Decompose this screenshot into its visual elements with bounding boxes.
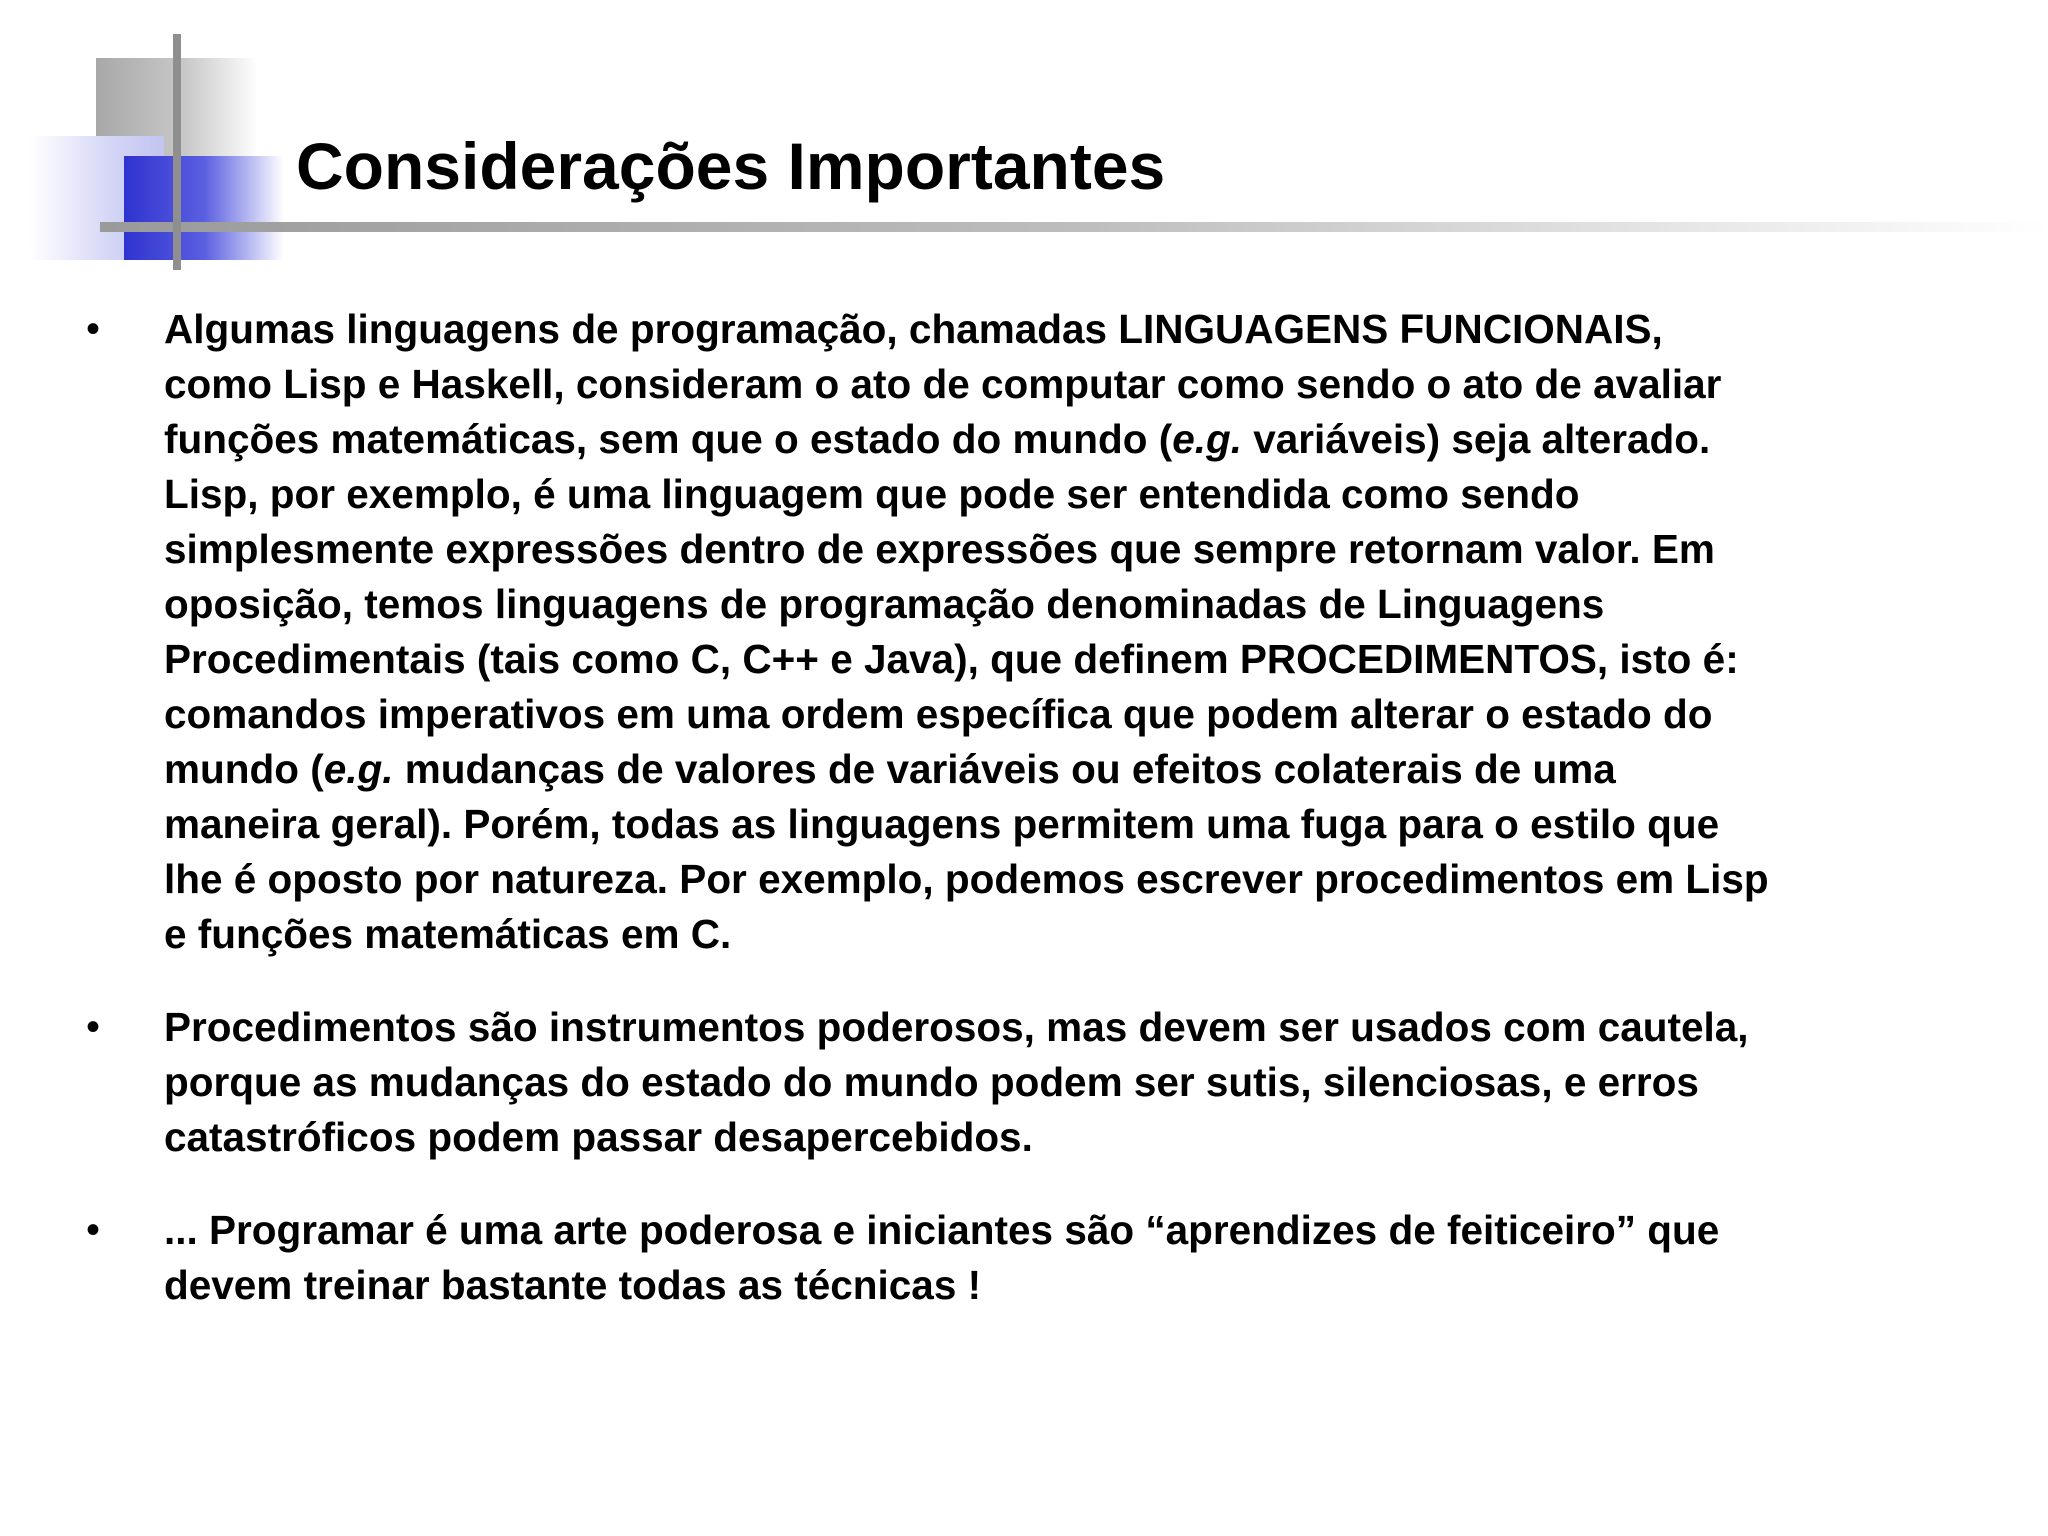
slide-title: Considerações Importantes — [296, 129, 1166, 203]
text-line: oposição, temos linguagens de programação denominadas de Linguagens — [164, 581, 1605, 627]
text-line: simplesmente expressões dentro de expressões que sempre retornam valor. Em — [164, 526, 1715, 572]
text-line: funções matemáticas, sem que o estado do mundo (e.g. variáveis) seja alterado. — [164, 416, 1711, 462]
bullet-marker: • — [86, 307, 101, 351]
text-line: Lisp, por exemplo, é uma linguagem que pode ser entendida como sendo — [164, 471, 1580, 517]
text-line: porque as mudanças do estado do mundo podem ser sutis, silenciosas, e erros — [164, 1059, 1699, 1105]
bullet-text — [164, 1000, 2004, 1165]
bullet-item — [0, 1000, 2048, 1165]
bullet-text — [164, 302, 2004, 962]
bullet-list — [0, 302, 2048, 1351]
bullet-marker: • — [86, 1208, 101, 1252]
text-line: mundo (e.g. mudanças de valores de variáveis ou efeitos colaterais de uma — [164, 746, 1616, 792]
text-line: lhe é oposto por natureza. Por exemplo, podemos escrever procedimentos em Lisp — [164, 856, 1769, 902]
text-line: como Lisp e Haskell, consideram o ato de computar como sendo o ato de avaliar — [164, 361, 1722, 407]
text-line: devem treinar bastante todas as técnicas ! — [164, 1262, 982, 1308]
text-line: Procedimentais (tais como C, C++ e Java), que definem PROCEDIMENTOS, isto é: — [164, 636, 1739, 682]
text-line: Algumas linguagens de programação, chamadas LINGUAGENS FUNCIONAIS, — [164, 306, 1663, 352]
text-line: comandos imperativos em uma ordem específica que podem alterar o estado do — [164, 691, 1713, 737]
text-line: catastróficos podem passar desapercebidos. — [164, 1114, 1033, 1160]
bullet-text — [164, 1203, 2004, 1313]
text-line: Procedimentos são instrumentos poderosos, mas devem ser usados com cautela, — [164, 1004, 1749, 1050]
bullet-item — [0, 302, 2048, 962]
bullet-marker: • — [86, 1005, 101, 1049]
text-line: maneira geral). Porém, todas as linguagens permitem uma fuga para o estilo que — [164, 801, 1720, 847]
text-line: e funções matemáticas em C. — [164, 911, 732, 957]
text-line: ... Programar é uma arte poderosa e iniciantes são “aprendizes de feiticeiro” que — [164, 1207, 1720, 1253]
bullet-item — [0, 1203, 2048, 1313]
